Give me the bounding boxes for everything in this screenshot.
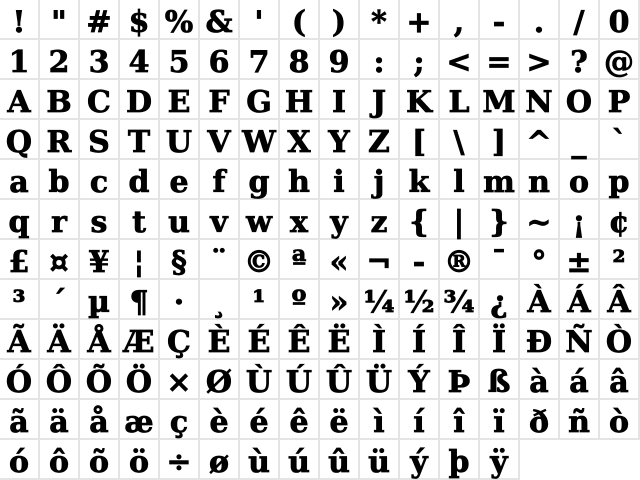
- glyph-cell[interactable]: v: [200, 200, 240, 240]
- glyph-cell[interactable]: =: [480, 40, 520, 80]
- glyph-cell[interactable]: B: [40, 80, 80, 120]
- glyph-cell[interactable]: Æ: [120, 320, 160, 360]
- glyph-cell[interactable]: ý: [400, 440, 440, 480]
- glyph-cell[interactable]: ô: [40, 440, 80, 480]
- glyph-cell[interactable]: ü: [360, 440, 400, 480]
- glyph-cell[interactable]: ç: [160, 400, 200, 440]
- glyph-cell[interactable]: ": [40, 0, 80, 40]
- glyph-cell[interactable]: ÷: [160, 440, 200, 480]
- glyph-cell[interactable]: ¿: [480, 280, 520, 320]
- glyph-cell[interactable]: é: [240, 400, 280, 440]
- glyph-cell[interactable]: &: [200, 0, 240, 40]
- glyph-cell[interactable]: Ù: [240, 360, 280, 400]
- glyph-cell[interactable]: e: [160, 160, 200, 200]
- glyph-cell[interactable]: ): [320, 0, 360, 40]
- glyph-cell[interactable]: F: [200, 80, 240, 120]
- glyph-cell[interactable]: Ì: [360, 320, 400, 360]
- glyph-cell[interactable]: i: [320, 160, 360, 200]
- glyph-cell[interactable]: Á: [560, 280, 600, 320]
- glyph-cell[interactable]: £: [0, 240, 40, 280]
- glyph-cell[interactable]: ä: [40, 400, 80, 440]
- glyph-cell[interactable]: æ: [120, 400, 160, 440]
- glyph-cell[interactable]: O: [560, 80, 600, 120]
- glyph-cell[interactable]: s: [80, 200, 120, 240]
- glyph-cell[interactable]: r: [40, 200, 80, 240]
- glyph-cell[interactable]: °: [520, 240, 560, 280]
- glyph-cell[interactable]: |: [440, 200, 480, 240]
- glyph-cell[interactable]: J: [360, 80, 400, 120]
- glyph-cell[interactable]: ¦: [120, 240, 160, 280]
- glyph-cell[interactable]: y: [320, 200, 360, 240]
- glyph-cell[interactable]: P: [600, 80, 640, 120]
- glyph-cell[interactable]: X: [280, 120, 320, 160]
- glyph-cell[interactable]: «: [320, 240, 360, 280]
- glyph-cell[interactable]: Ö: [120, 360, 160, 400]
- glyph-cell[interactable]: /: [560, 0, 600, 40]
- glyph-cell[interactable]: R: [40, 120, 80, 160]
- glyph-cell[interactable]: S: [80, 120, 120, 160]
- glyph-cell[interactable]: ^: [520, 120, 560, 160]
- glyph-cell[interactable]: @: [600, 40, 640, 80]
- glyph-cell[interactable]: 3: [80, 40, 120, 80]
- glyph-cell[interactable]: m: [480, 160, 520, 200]
- glyph-cell[interactable]: t: [120, 200, 160, 240]
- glyph-cell[interactable]: G: [240, 80, 280, 120]
- glyph-cell[interactable]: ó: [0, 440, 40, 480]
- glyph-cell[interactable]: ~: [520, 200, 560, 240]
- glyph-cell[interactable]: I: [320, 80, 360, 120]
- glyph-cell[interactable]: Ã: [0, 320, 40, 360]
- glyph-cell[interactable]: õ: [80, 440, 120, 480]
- glyph-cell[interactable]: Ç: [160, 320, 200, 360]
- glyph-cell[interactable]: l: [440, 160, 480, 200]
- glyph-cell[interactable]: g: [240, 160, 280, 200]
- glyph-cell[interactable]: ±: [560, 240, 600, 280]
- glyph-cell[interactable]: 2: [40, 40, 80, 80]
- glyph-cell[interactable]: ë: [320, 400, 360, 440]
- glyph-cell[interactable]: .: [520, 0, 560, 40]
- glyph-cell[interactable]: È: [200, 320, 240, 360]
- glyph-cell[interactable]: U: [160, 120, 200, 160]
- glyph-cell[interactable]: Ï: [480, 320, 520, 360]
- glyph-cell[interactable]: h: [280, 160, 320, 200]
- glyph-cell[interactable]: _: [560, 120, 600, 160]
- glyph-cell[interactable]: 5: [160, 40, 200, 80]
- glyph-cell[interactable]: D: [120, 80, 160, 120]
- glyph-cell[interactable]: `: [600, 120, 640, 160]
- glyph-cell[interactable]: ÿ: [480, 440, 520, 480]
- glyph-cell[interactable]: É: [240, 320, 280, 360]
- glyph-cell[interactable]: M: [480, 80, 520, 120]
- glyph-cell[interactable]: ã: [0, 400, 40, 440]
- glyph-cell[interactable]: ;: [400, 40, 440, 80]
- glyph-cell[interactable]: ¤: [40, 240, 80, 280]
- glyph-cell[interactable]: f: [200, 160, 240, 200]
- glyph-cell[interactable]: Ú: [280, 360, 320, 400]
- glyph-cell[interactable]: ò: [600, 400, 640, 440]
- glyph-cell[interactable]: Â: [600, 280, 640, 320]
- glyph-cell[interactable]: \: [440, 120, 480, 160]
- glyph-cell[interactable]: w: [240, 200, 280, 240]
- glyph-cell[interactable]: ú: [280, 440, 320, 480]
- glyph-cell[interactable]: Y: [320, 120, 360, 160]
- glyph-cell[interactable]: $: [120, 0, 160, 40]
- glyph-cell[interactable]: x: [280, 200, 320, 240]
- glyph-cell[interactable]: k: [400, 160, 440, 200]
- glyph-cell[interactable]: a: [0, 160, 40, 200]
- glyph-cell[interactable]: {: [400, 200, 440, 240]
- glyph-cell[interactable]: ß: [480, 360, 520, 400]
- glyph-cell[interactable]: 9: [320, 40, 360, 80]
- glyph-cell[interactable]: #: [80, 0, 120, 40]
- glyph-cell[interactable]: d: [120, 160, 160, 200]
- glyph-cell[interactable]: Ò: [600, 320, 640, 360]
- glyph-cell[interactable]: Z: [360, 120, 400, 160]
- glyph-cell[interactable]: î: [440, 400, 480, 440]
- glyph-cell[interactable]: À: [520, 280, 560, 320]
- glyph-cell[interactable]: [: [400, 120, 440, 160]
- glyph-cell[interactable]: Ý: [400, 360, 440, 400]
- glyph-cell[interactable]: è: [200, 400, 240, 440]
- glyph-cell[interactable]: ,: [440, 0, 480, 40]
- glyph-cell[interactable]: c: [80, 160, 120, 200]
- glyph-cell[interactable]: 8: [280, 40, 320, 80]
- glyph-cell[interactable]: -: [480, 0, 520, 40]
- glyph-cell[interactable]: Ä: [40, 320, 80, 360]
- glyph-cell[interactable]: ê: [280, 400, 320, 440]
- glyph-cell[interactable]: Þ: [440, 360, 480, 400]
- glyph-cell[interactable]: å: [80, 400, 120, 440]
- glyph-cell[interactable]: Í: [400, 320, 440, 360]
- glyph-cell[interactable]: ½: [400, 280, 440, 320]
- glyph-cell[interactable]: p: [600, 160, 640, 200]
- glyph-cell[interactable]: >: [520, 40, 560, 80]
- glyph-cell[interactable]: L: [440, 80, 480, 120]
- glyph-cell[interactable]: Ô: [40, 360, 80, 400]
- glyph-cell[interactable]: A: [0, 80, 40, 120]
- glyph-cell[interactable]: ¢: [600, 200, 640, 240]
- glyph-cell[interactable]: :: [360, 40, 400, 80]
- glyph-cell[interactable]: Ó: [0, 360, 40, 400]
- glyph-cell[interactable]: ?: [560, 40, 600, 80]
- glyph-cell[interactable]: Å: [80, 320, 120, 360]
- glyph-cell[interactable]: E: [160, 80, 200, 120]
- glyph-cell[interactable]: Î: [440, 320, 480, 360]
- glyph-cell[interactable]: 4: [120, 40, 160, 80]
- glyph-cell[interactable]: ¶: [120, 280, 160, 320]
- glyph-cell[interactable]: 0: [600, 0, 640, 40]
- glyph-cell[interactable]: 6: [200, 40, 240, 80]
- glyph-cell[interactable]: ´: [40, 280, 80, 320]
- glyph-cell[interactable]: ¬: [360, 240, 400, 280]
- glyph-cell[interactable]: T: [120, 120, 160, 160]
- glyph-cell[interactable]: Ñ: [560, 320, 600, 360]
- glyph-cell[interactable]: 1: [0, 40, 40, 80]
- glyph-cell[interactable]: H: [280, 80, 320, 120]
- glyph-cell[interactable]: }: [480, 200, 520, 240]
- glyph-cell[interactable]: º: [280, 280, 320, 320]
- glyph-cell[interactable]: ª: [280, 240, 320, 280]
- glyph-cell[interactable]: û: [320, 440, 360, 480]
- glyph-cell[interactable]: j: [360, 160, 400, 200]
- glyph-cell[interactable]: Õ: [80, 360, 120, 400]
- glyph-cell[interactable]: à: [520, 360, 560, 400]
- glyph-cell[interactable]: ¸: [200, 280, 240, 320]
- glyph-cell[interactable]: Ð: [520, 320, 560, 360]
- glyph-cell[interactable]: (: [280, 0, 320, 40]
- glyph-cell[interactable]: µ: [80, 280, 120, 320]
- glyph-cell[interactable]: b: [40, 160, 80, 200]
- glyph-cell[interactable]: Û: [320, 360, 360, 400]
- glyph-cell[interactable]: n: [520, 160, 560, 200]
- glyph-cell[interactable]: +: [400, 0, 440, 40]
- glyph-cell[interactable]: ': [240, 0, 280, 40]
- glyph-cell[interactable]: ®: [440, 240, 480, 280]
- glyph-cell[interactable]: ñ: [560, 400, 600, 440]
- glyph-cell[interactable]: C: [80, 80, 120, 120]
- glyph-cell[interactable]: !: [0, 0, 40, 40]
- glyph-cell[interactable]: W: [240, 120, 280, 160]
- glyph-cell[interactable]: %: [160, 0, 200, 40]
- glyph-cell[interactable]: z: [360, 200, 400, 240]
- glyph-cell[interactable]: ²: [600, 240, 640, 280]
- glyph-cell[interactable]: »: [320, 280, 360, 320]
- glyph-cell[interactable]: í: [400, 400, 440, 440]
- glyph-cell[interactable]: Ø: [200, 360, 240, 400]
- glyph-cell[interactable]: Ü: [360, 360, 400, 400]
- glyph-cell[interactable]: ¡: [560, 200, 600, 240]
- glyph-cell[interactable]: K: [400, 80, 440, 120]
- glyph-cell[interactable]: þ: [440, 440, 480, 480]
- glyph-cell[interactable]: ¥: [80, 240, 120, 280]
- glyph-cell[interactable]: V: [200, 120, 240, 160]
- glyph-cell[interactable]: â: [600, 360, 640, 400]
- glyph-cell[interactable]: á: [560, 360, 600, 400]
- glyph-cell[interactable]: Q: [0, 120, 40, 160]
- glyph-cell[interactable]: ¾: [440, 280, 480, 320]
- glyph-cell[interactable]: ¼: [360, 280, 400, 320]
- glyph-cell[interactable]: §: [160, 240, 200, 280]
- glyph-cell[interactable]: Ë: [320, 320, 360, 360]
- glyph-cell[interactable]: ï: [480, 400, 520, 440]
- glyph-cell[interactable]: u: [160, 200, 200, 240]
- glyph-cell[interactable]: ·: [160, 280, 200, 320]
- glyph-cell[interactable]: ö: [120, 440, 160, 480]
- glyph-cell[interactable]: <: [440, 40, 480, 80]
- glyph-cell[interactable]: ¨: [200, 240, 240, 280]
- glyph-cell[interactable]: ×: [160, 360, 200, 400]
- glyph-cell[interactable]: ¯: [480, 240, 520, 280]
- glyph-cell[interactable]: Ê: [280, 320, 320, 360]
- glyph-cell[interactable]: ³: [0, 280, 40, 320]
- glyph-cell[interactable]: ]: [480, 120, 520, 160]
- glyph-cell[interactable]: q: [0, 200, 40, 240]
- glyph-cell[interactable]: 7: [240, 40, 280, 80]
- glyph-cell[interactable]: ù: [240, 440, 280, 480]
- glyph-cell[interactable]: *: [360, 0, 400, 40]
- glyph-cell[interactable]: ì: [360, 400, 400, 440]
- glyph-cell[interactable]: ©: [240, 240, 280, 280]
- glyph-cell[interactable]: ø: [200, 440, 240, 480]
- glyph-cell[interactable]: N: [520, 80, 560, 120]
- glyph-cell[interactable]: ¹: [240, 280, 280, 320]
- glyph-cell[interactable]: o: [560, 160, 600, 200]
- glyph-cell[interactable]: ð: [520, 400, 560, 440]
- glyph-cell[interactable]: -: [400, 240, 440, 280]
